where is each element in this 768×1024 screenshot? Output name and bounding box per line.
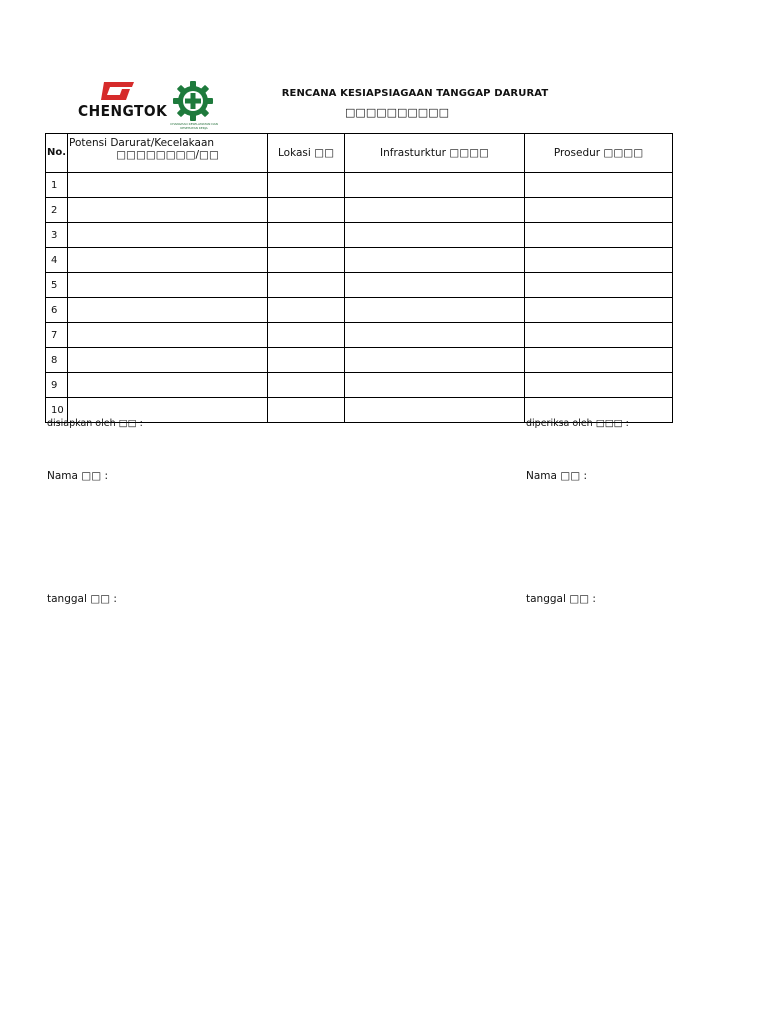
potensi-cell[interactable] [68, 173, 268, 198]
row-number: 1 [46, 173, 68, 198]
lokasi-cell[interactable] [268, 198, 345, 223]
infrastruktur-cell[interactable] [345, 348, 525, 373]
infrastruktur-cell[interactable] [345, 173, 525, 198]
row-number: 3 [46, 223, 68, 248]
name-left-label: Nama □□ : [47, 470, 109, 482]
safety-gear-logo-icon [172, 80, 214, 122]
prosedur-cell[interactable] [525, 198, 673, 223]
prepared-by-label: disiapkan oleh □□ : [47, 418, 143, 429]
infrastruktur-cell[interactable] [345, 323, 525, 348]
lokasi-cell[interactable] [268, 373, 345, 398]
table-row [46, 173, 673, 198]
row-number: 8 [46, 348, 68, 373]
table-header-row [46, 134, 673, 173]
table-row [46, 273, 673, 298]
table-row [46, 348, 673, 373]
lokasi-cell[interactable] [268, 173, 345, 198]
emergency-plan-table [45, 133, 673, 423]
infrastruktur-cell[interactable] [345, 373, 525, 398]
prosedur-cell[interactable] [525, 323, 673, 348]
row-number: 2 [46, 198, 68, 223]
row-number: 9 [46, 373, 68, 398]
table-row [46, 198, 673, 223]
infrastruktur-cell[interactable] [345, 248, 525, 273]
potensi-cell[interactable] [68, 323, 268, 348]
potensi-cell[interactable] [68, 348, 268, 373]
col-header-infrastruktur: Infrasturktur □□□□ [345, 134, 525, 173]
prosedur-cell[interactable] [525, 348, 673, 373]
table-row [46, 248, 673, 273]
prosedur-cell[interactable] [525, 273, 673, 298]
lokasi-cell[interactable] [268, 298, 345, 323]
infrastruktur-cell[interactable] [345, 298, 525, 323]
potensi-cell[interactable] [68, 373, 268, 398]
table-row [46, 373, 673, 398]
logo-text: CHENGTOK [78, 102, 168, 120]
infrastruktur-cell[interactable] [345, 398, 525, 423]
lokasi-cell[interactable] [268, 273, 345, 298]
potensi-cell[interactable] [68, 298, 268, 323]
infrastruktur-cell[interactable] [345, 273, 525, 298]
row-number: 10 [46, 398, 68, 423]
col-header-lokasi: Lokasi □□ [268, 134, 345, 173]
table-row [46, 323, 673, 348]
document-subtitle: □□□□□□□□□□ [345, 106, 449, 119]
chengtok-ct-logo-icon [100, 80, 136, 102]
col-header-prosedur: Prosedur □□□□ [525, 134, 673, 173]
name-right-label: Nama □□ : [526, 470, 588, 482]
logo-caption: CHANGHAO KESELAMATAN DAN KESEHATAN KERJA [170, 122, 218, 130]
row-number: 6 [46, 298, 68, 323]
table-row [46, 298, 673, 323]
infrastruktur-cell[interactable] [345, 198, 525, 223]
date-left-label: tanggal □□ : [47, 593, 117, 605]
lokasi-cell[interactable] [268, 348, 345, 373]
potensi-cell[interactable] [68, 198, 268, 223]
col-header-no: No. [46, 134, 68, 173]
prosedur-cell[interactable] [525, 223, 673, 248]
col-header-potensi-line1: Potensi Darurat/Kecelakaan [69, 137, 215, 149]
lokasi-cell[interactable] [268, 223, 345, 248]
lokasi-cell[interactable] [268, 248, 345, 273]
col-header-potensi [68, 134, 268, 173]
checked-by-label: diperiksa oleh □□□ : [526, 418, 629, 429]
potensi-cell[interactable] [68, 223, 268, 248]
row-number: 7 [46, 323, 68, 348]
row-number: 5 [46, 273, 68, 298]
prosedur-cell[interactable] [525, 298, 673, 323]
col-header-potensi-line2: □□□□□□□□/□□ [116, 149, 219, 161]
lokasi-cell[interactable] [268, 398, 345, 423]
prosedur-cell[interactable] [525, 248, 673, 273]
potensi-cell[interactable] [68, 248, 268, 273]
row-number: 4 [46, 248, 68, 273]
date-right-label: tanggal □□ : [526, 593, 596, 605]
document-title: RENCANA KESIAPSIAGAAN TANGGAP DARURAT [281, 88, 549, 99]
prosedur-cell[interactable] [525, 373, 673, 398]
table-row [46, 223, 673, 248]
lokasi-cell[interactable] [268, 323, 345, 348]
infrastruktur-cell[interactable] [345, 223, 525, 248]
potensi-cell[interactable] [68, 273, 268, 298]
prosedur-cell[interactable] [525, 173, 673, 198]
